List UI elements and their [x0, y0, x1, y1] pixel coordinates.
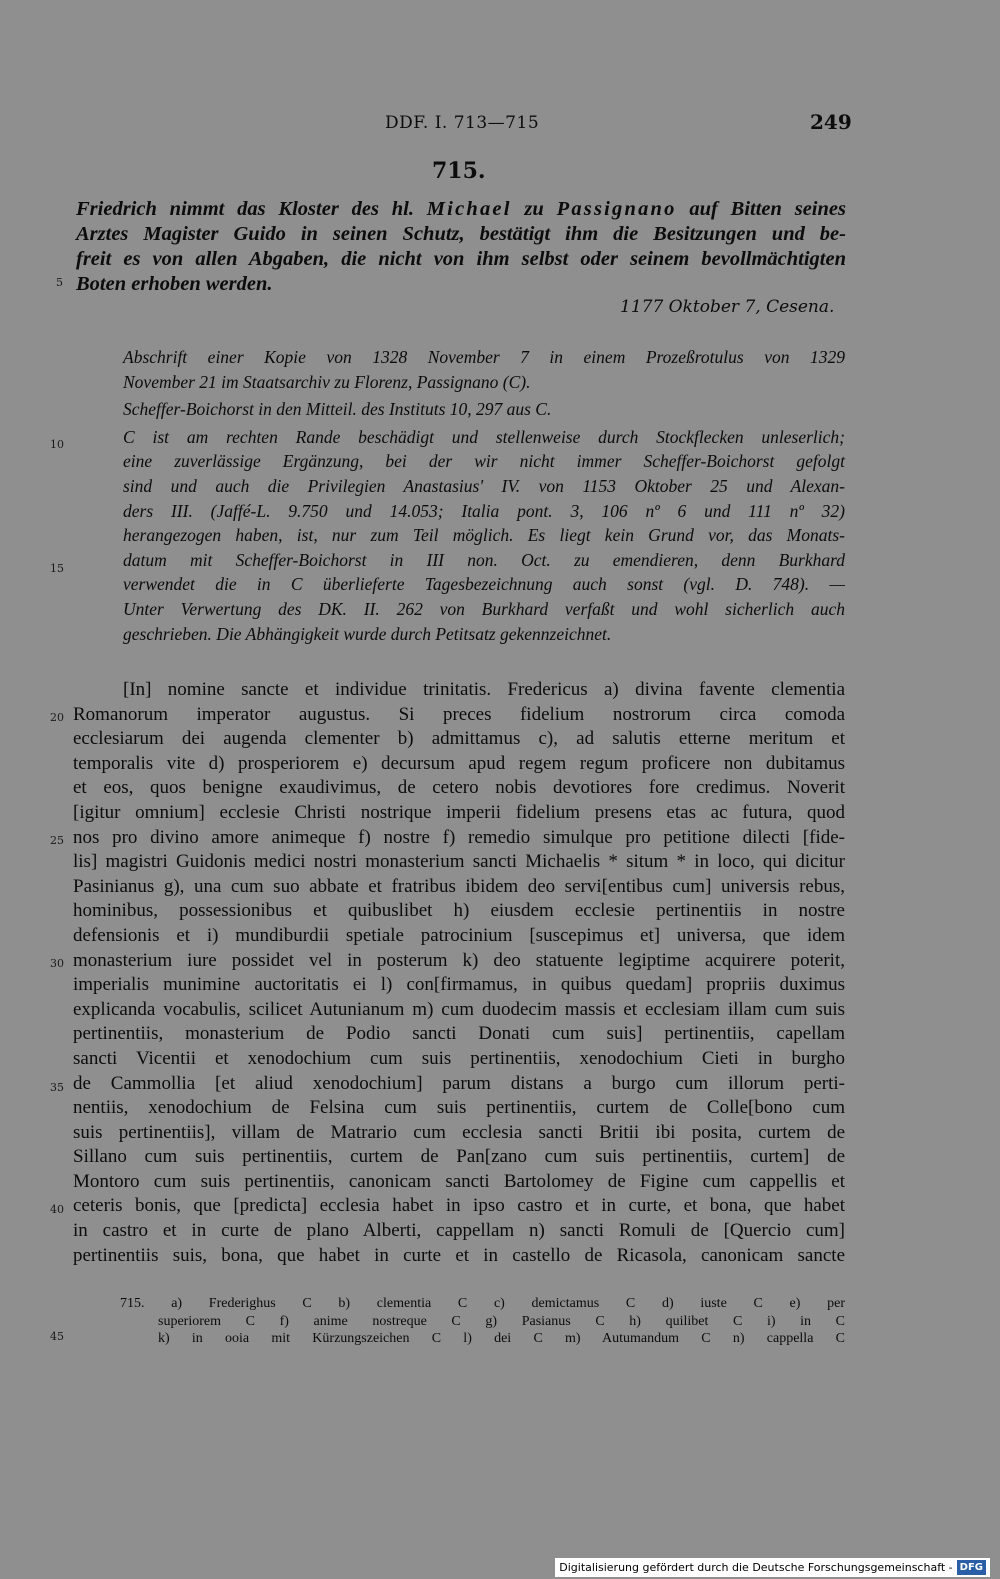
- text-line: ecclesiarum dei augenda clementer b) admittamus c), ad salutis etterne meritum et: [73, 728, 845, 750]
- dfg-logo: DFG: [957, 1560, 986, 1575]
- line-number: 25: [50, 834, 64, 847]
- text-line: defensionis et i) mundiburdii spetiale patrocinium [suscepimus et] universa, que idem: [73, 924, 845, 946]
- text-line: et eos, quos benigne exaudivimus, de cetero nobis devotiores fore credimus. Noverit: [73, 777, 845, 799]
- footer-text: Digitalisierung gefördert durch die Deutsche Forschungsgemeinschaft -: [559, 1561, 953, 1574]
- line-number: 40: [50, 1203, 64, 1216]
- text-line: [In] nomine sancte et individue trinitatis. Fredericus a) divina favente clementia: [123, 679, 845, 700]
- text-line: ceteris bonis, que [predicta] ecclesia habet in ipso castro et in curte, et bona, que habet: [73, 1195, 845, 1217]
- text-line: Montoro cum suis pertinentiis, canonicam sancti Bartolomey de Figine cum cappellis et: [73, 1170, 845, 1192]
- text-line: suis pertinentiis], villam de Matrario cum ecclesia sancti Britii ibi posita, curtem de: [73, 1121, 845, 1143]
- text-line: Romanorum imperator augustus. Si preces fidelium nostrorum circa comoda: [73, 703, 845, 725]
- text-line: Sillano cum suis pertinentiis, curtem de Pan[zano cum suis pertinentiis, curtem] de: [73, 1146, 845, 1168]
- text-line: [igitur omnium] ecclesie Christi nostrique imperii fidelium presens etas ac futura, quod: [73, 801, 845, 823]
- regest-line: freit es von allen Abgaben, die nicht von ihm selbst oder seinem bevollmächtigten: [76, 248, 846, 270]
- footnotes: [120, 1295, 845, 1348]
- text-line: de Cammollia [et aliud xenodochium] parum distans a burgo cum illorum perti-: [73, 1072, 845, 1094]
- critic-line: sind und auch die Privilegien Anastasius' IV. von 1153 Oktober 25 und Alexan-: [123, 475, 845, 496]
- critic-line: Abschrift einer Kopie von 1328 November 7 in einem Prozeßrotulus von 1329: [123, 347, 845, 367]
- spaced-name: Passignano: [556, 198, 677, 220]
- text-line: hominibus, possessionibus et quibuslibet h) eiusdem ecclesie pertinentiis in nostre: [73, 900, 845, 922]
- funding-footer: [555, 1558, 990, 1577]
- text-line: temporalis vite d) prosperiorem e) decursum apud regem regum proficere non dubitamus: [73, 752, 845, 774]
- critic-line: C ist am rechten Rande beschädigt und stellenweise durch Stockflecken unleserlich;: [123, 426, 845, 447]
- line-number: 20: [50, 711, 64, 724]
- regest-line: Arztes Magister Guido in seinen Schutz, bestätigt ihm die Besitzungen und be-: [76, 223, 846, 245]
- text-line: Pasinianus g), una cum suo abbate et fratribus ibidem deo servi[entibus cum] universis rebus,: [73, 875, 845, 897]
- line-number: 45: [50, 1330, 64, 1343]
- text-line: explicanda vocabulis, scilicet Autunianum m) cum duodecim massis et ecclesiam illam cum suis: [73, 998, 845, 1020]
- text-line: nentiis, xenodochium de Felsina cum suis pertinentiis, curtem de Colle[bono cum: [73, 1097, 845, 1119]
- footnote-line: 715. a) Frederighus C b) clementia C c) demictamus C d) iuste C e) per: [120, 1296, 845, 1311]
- text-line: sancti Vicentii et xenodochium cum suis pertinentiis, xenodochium Cieti in burgho: [73, 1047, 845, 1069]
- critic-line: verwendet die in C überlieferte Tagesbezeichnung auch sonst (vgl. D. 748). —: [123, 574, 845, 595]
- line-number: 15: [50, 562, 64, 575]
- text-line: lis] magistri Guidonis medici nostri monasterium sancti Michaelis * situm * in loco, qui dicitur: [73, 851, 845, 873]
- critic-line: eine zuverlässige Ergänzung, bei der wir nicht immer Scheffer-Boichorst gefolgt: [123, 451, 845, 472]
- critic-paragraph: [123, 397, 845, 422]
- critic-line: datum mit Scheffer-Boichorst in III non. Oct. zu emendieren, denn Burkhard: [123, 549, 845, 570]
- charter-text: [73, 678, 845, 1268]
- footnote-line: superiorem C f) anime nostreque C g) Pasianus C h) quilibet C i) in C: [158, 1313, 845, 1329]
- critic-line: geschrieben. Die Abhängigkeit wurde durch Petitsatz gekennzeichnet.: [123, 623, 612, 644]
- running-title: DDF. I. 713—715: [385, 113, 540, 133]
- spaced-name: Michael: [426, 198, 512, 220]
- critic-line: Scheffer-Boichorst in den Mitteil. des Instituts 10, 297 aus C.: [123, 399, 552, 420]
- line-number: 35: [50, 1081, 64, 1094]
- critic-line: Unter Verwertung des DK. II. 262 von Burkhard verfaßt und wohl sicherlich auch: [123, 598, 845, 619]
- text-line: pertinentiis suis, bona, que habet in curte et in castello de Ricasola, canonicam sancte: [73, 1244, 845, 1266]
- critic-line: herangezogen haben, ist, nur zum Teil möglich. Es liegt kein Grund vor, das Monats-: [123, 525, 845, 546]
- text-line: in castro et in curte de plano Alberti, cappellam n) sancti Romuli de [Quercio cum]: [73, 1220, 845, 1242]
- footnote-line: k) in ooia mit Kürzungszeichen C l) dei C m) Autumandum C n) cappella C: [158, 1331, 845, 1346]
- critic-paragraph: [123, 345, 845, 394]
- critical-apparatus: [123, 345, 845, 649]
- regest-line: Friedrich nimmt das Kloster des hl. Michael zu Passignano auf Bitten seines: [76, 198, 846, 220]
- line-number: 30: [50, 957, 64, 970]
- critic-line: ders III. (Jaffé-L. 9.750 und 14.053; Italia pont. 3, 106 nº 6 und 111 nº 32): [123, 500, 845, 521]
- page-number: 249: [810, 110, 852, 134]
- text-line: imperialis munimine auctoritatis ei l) con[firmamus, in quibus quedam] propriis duximus: [73, 974, 845, 996]
- critic-paragraph: [123, 425, 845, 646]
- document-number: 715.: [432, 158, 486, 184]
- critic-line: November 21 im Staatsarchiv zu Florenz, Passignano (C).: [123, 371, 531, 392]
- regest-line: Boten erhoben werden.: [76, 273, 273, 295]
- date-place: 1177 Oktober 7, Cesena.: [620, 297, 835, 317]
- text-line: monasterium iure possidet vel in posterum k) deo statuente legiptime acquirere poterit,: [73, 949, 845, 971]
- regest: [76, 197, 846, 297]
- text-line: nos pro divino amore animeque f) nostre f) remedio simulque pro petitione dilecti [fide-: [73, 826, 845, 848]
- text-line: pertinentiis, monasterium de Podio sancti Donati cum suis] pertinentiis, capellam: [73, 1023, 845, 1045]
- line-number: 5: [56, 276, 63, 289]
- line-number: 10: [50, 438, 64, 451]
